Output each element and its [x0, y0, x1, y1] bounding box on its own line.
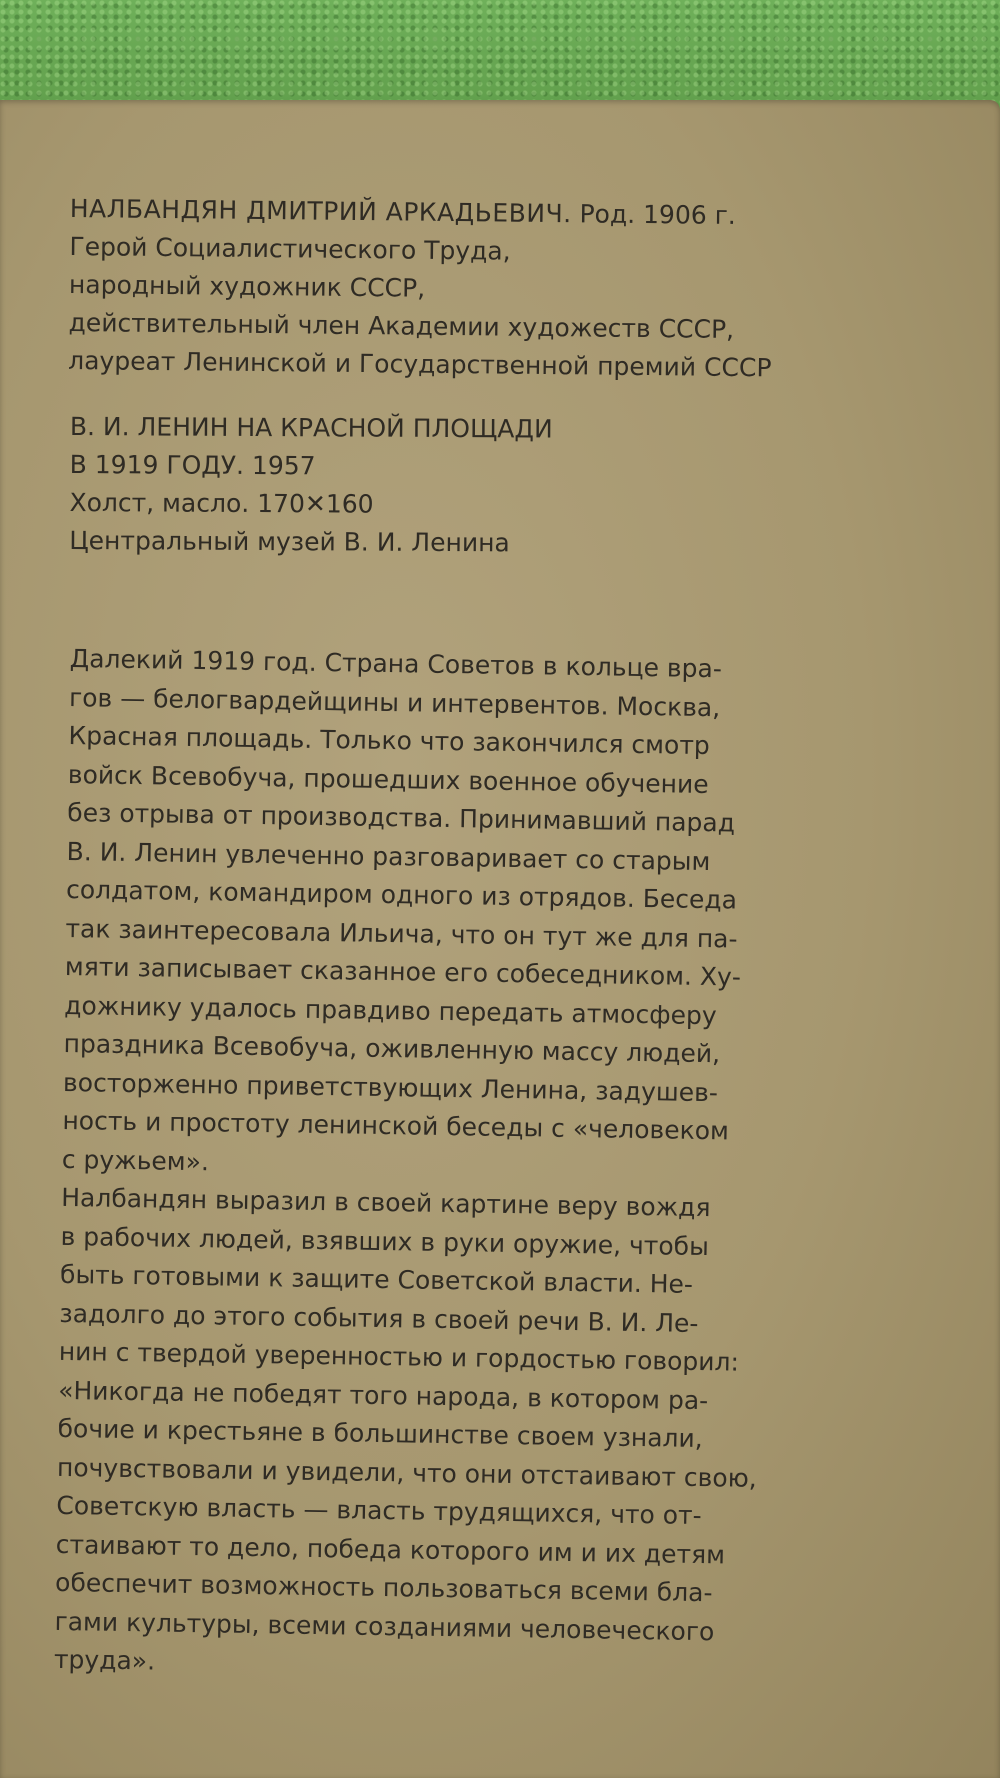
description-line: восторженно приветствующих Ленина, задушев-: [62, 1067, 719, 1107]
description-line: Далекий 1919 год. Страна Советов в кольце вра-: [69, 643, 723, 684]
description-line: задолго до этого события в своей речи В. И. Ле-: [59, 1298, 699, 1338]
description-line: гов — белогвардейщины и интервентов. Москва,: [68, 682, 721, 722]
description-line: праздника Всевобуча, оживленную массу людей,: [63, 1028, 721, 1069]
description-line: дожнику удалось правдиво передать атмосферу: [64, 990, 717, 1030]
description-line: мяти записывает сказанное его собеседником. Ху-: [64, 951, 742, 992]
artwork-title-line: В. И. ЛЕНИН НА КРАСНОЙ ПЛОЩАДИ: [69, 411, 553, 444]
description-line: нин с твердой уверенностью и гордостью говорил:: [58, 1336, 740, 1377]
artist-title-line: народный художник СССР,: [68, 269, 426, 303]
description-line: «Никогда не победят того народа, в котором ра-: [57, 1375, 709, 1415]
description-line: обеспечит возможность пользоваться всеми бла-: [54, 1567, 713, 1608]
artist-title-line: действительный член Академии художеств СССР,: [68, 307, 735, 344]
description-line: гами культуры, всеми созданиями человеческого: [54, 1606, 715, 1646]
artwork-title-line: В 1919 ГОДУ. 1957: [69, 449, 316, 481]
description-line: солдатом, командиром одного из отрядов. Беседа: [65, 874, 738, 915]
description-line: так заинтересовала Ильича, что он тут же для па-: [65, 913, 738, 954]
artist-title-line: Герой Социалистического Труда,: [69, 231, 511, 266]
artist-info: [68, 190, 773, 387]
description-line: Налбандян выразил в своей картине веру вождя: [61, 1182, 711, 1223]
description-line: почувствовали и увидели, что они отстаивают свою,: [56, 1452, 757, 1493]
artwork-info: [69, 408, 553, 563]
description-line: в рабочих людей, взявших в руки оружие, чтобы: [60, 1221, 710, 1261]
description-line: войск Всевобуча, прошедших военное обучение: [67, 759, 709, 799]
description-line: бочие и крестьяне в большинстве своем узнали,: [57, 1413, 703, 1454]
description-line: быть готовыми к защите Советской власти. Не-: [59, 1259, 694, 1299]
artwork-medium: Холст, масло. 170✕160: [69, 487, 374, 519]
artist-birth: Род. 1906 г.: [579, 199, 736, 230]
description-line: труда».: [53, 1644, 156, 1676]
description-line: ность и простоту ленинской беседы с «человеком: [62, 1105, 730, 1146]
artist-name: НАЛБАНДЯН ДМИТРИЙ АРКАДЬЕВИЧ.: [69, 193, 572, 229]
description-line: без отрыва от производства. Принимавший парад: [67, 797, 736, 838]
description-line: В. И. Ленин увлеченно разговаривает со старым: [66, 836, 711, 876]
description-line: с ружьем».: [61, 1144, 210, 1176]
description-paragraphs: [54, 640, 770, 1690]
artist-title-line: лауреат Ленинской и Государственной премий СССР: [68, 345, 772, 383]
description-line: Красная площадь. Только что закончился смотр: [68, 720, 711, 761]
description-line: стаивают то дело, победа которого им и их детям: [55, 1529, 726, 1569]
description-line: Советскую власть — власть трудящихся, что от-: [56, 1490, 702, 1531]
artwork-location: Центральный музей В. И. Ленина: [69, 525, 510, 558]
